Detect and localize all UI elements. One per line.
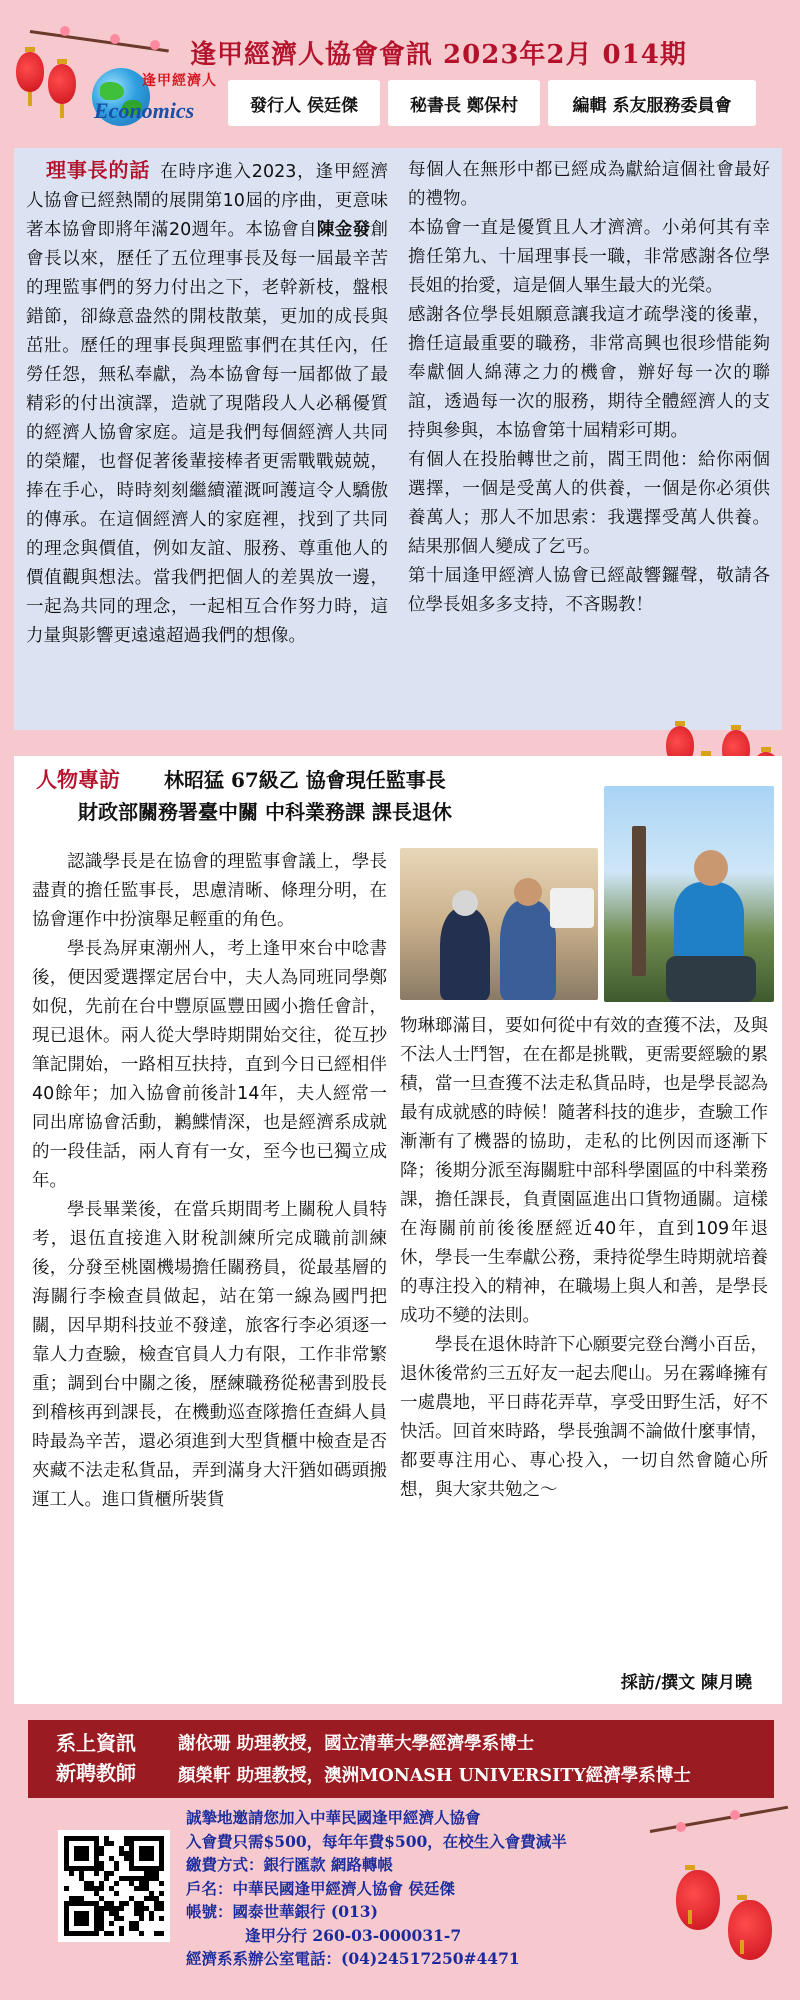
- footer-line-payment: 繳費方式：銀行匯款 網路轉帳: [186, 1855, 393, 1874]
- blossom-decoration: [730, 1810, 740, 1820]
- interview-paragraph: 認識學長是在協會的理監事會議上，學長盡責的擔任監事長，思慮清晰、條理分明，在協會運作中扮演舉足輕重的角色。: [32, 852, 387, 930]
- editor-box: 編輯 系友服務委員會: [548, 80, 756, 126]
- interview-paragraph: 學長為屏東潮州人，考上逢甲來台中唸書後，便因愛選擇定居台中，夫人為同班同學鄭如倪，先前在台中豐原區豐田國小擔任會計，現已退休。兩人從大學時期開始交往，從互抄筆記開始，一路相互扶持，直到今日已經相伴40餘年；加入協會前後計14年，夫人經常一同出席協會活動，鶼鰈情深，也是經濟系成就的一段佳話，兩人育有一女，至今也已獨立成年。: [32, 939, 387, 1191]
- lantern-icon: [16, 52, 44, 92]
- publisher-box: 發行人 侯廷傑: [228, 80, 380, 126]
- interview-name-line: 林昭猛 67級乙 協會現任監事長: [164, 768, 446, 792]
- interview-byline: 採訪/撰文 陳月曉: [620, 1673, 752, 1693]
- faculty-row: 謝依珊 助理教授，國立清華大學經濟學系博士: [178, 1734, 535, 1754]
- interview-paragraph: 學長畢業後，在當兵期間考上關稅人員特考，退伍直接進入財稅訓練所完成職前訓練後，分發至桃園機場擔任關務員，從最基層的海關行李檢查員做起，站在第一線為國門把關，因早期科技並不發達，旅客行李必須逐一靠人力查驗，檢查官員人力有限，工作非常繁重；調到台中關之後，歷練職務從秘書到股長到稽核再到課長，在機動巡查隊擔任查緝人員時最為辛苦，還必須進到大型貨櫃中檢查是否夾藏不法走私貨品，弄到滿身大汗猶如碼頭搬運工人。進口貨櫃所裝貨: [32, 1200, 387, 1510]
- blossom-decoration: [676, 1822, 686, 1832]
- footer-line-phone: 經濟系系辦公室電話：(04)24517250#4471: [186, 1949, 520, 1968]
- president-message-body: [26, 162, 388, 646]
- economics-logo: [92, 64, 222, 130]
- footer-line-account-name: 戶名：中華民國逢甲經濟人協會 侯廷傑: [186, 1878, 455, 1898]
- interview-label: 人物專訪: [36, 767, 120, 792]
- message-paragraph: 第十屆逢甲經濟人協會已經敲響鑼聲，敬請各位學長姐多多支持，不吝賜教！: [408, 566, 770, 615]
- message-paragraph: 每個人在無形中都已經成為獻給這個社會最好的禮物。: [408, 160, 770, 209]
- lantern-icon: [676, 1870, 720, 1930]
- footer-line-branch: 逢甲分行 260-03-000031-7: [245, 1925, 462, 1945]
- president-message-right-column: [408, 156, 770, 620]
- message-paragraph: 有個人在投胎轉世之前，閻王問他：給你兩個選擇，一個是受萬人的供養，一個是你必須供養萬人；那人不加思索：我選擇受萬人供養。結果那個人變成了乞丐。: [408, 450, 770, 557]
- interview-paragraph: 物琳瑯滿目，要如何從中有效的查獲不法，及與不法人士鬥智，在在都是挑戰，更需要經驗的累積，當一旦查獲不法走私貨品時，也是學長認為最有成就感的時候！隨著科技的進步，查驗工作漸漸有了機器的協助，走私的比例因而逐漸下降；後期分派至海關駐中部科學園區的中科業務課，擔任課長，負責園區進出口貨物通關。這樣在海關前前後後歷經近40年，直到109年退休，學長一生奉獻公務，秉持從學生時期就培養的專注投入的精神，在職場上與人和善，是學長成功不變的法則。: [400, 1016, 768, 1326]
- president-message-left-column: [26, 156, 388, 651]
- president-message-heading: 理事長的話: [46, 158, 151, 182]
- message-text: 創會長以來，歷任了五位理事長及每一屆最辛苦的理監事們的努力付出之下，老幹新枝，盤根錯節，卻綠意盎然的開枝散葉，更加的成長與茁壯。歷任的理事長與理監事們在其任內，任勞任怨，無私奉獻，為本協會每一屆都做了最精彩的付出演譯，造就了現階段人人必稱優質的經濟人協會家庭。這是我們每個經濟人共同的榮耀，也督促著後輩接棒者更需戰戰兢兢，捧在手心，時時刻刻繼續灌溉呵護這令人驕傲的傳承。在這個經濟人的家庭裡，找到了共同的理念與價值，例如友誼、服務、尊重他人的價值觀與想法。當我們把個人的差異放一邊，一起為共同的理念，一起相互合作努力時，這力量與影響更遠遠超過我們的想像。: [26, 220, 388, 646]
- message-paragraph: 本協會一直是優質且人才濟濟。小弟何其有幸擔任第九、十屆理事長一職，非常感謝各位學長姐的抬愛，這是個人畢生最大的光榮。: [408, 218, 770, 296]
- interview-right-column: [400, 1012, 768, 1505]
- message-paragraph: 感謝各位學長姐願意讓我這才疏學淺的後輩，擔任這最重要的職務，非常高興也很珍惜能夠奉獻個人綿薄之力的機會，辦好每一次的聯誼，透過每一次的服務，期待全體經濟人的支持與參與，本協會第十屆精彩可期。: [408, 305, 770, 441]
- president-message-panel: [14, 148, 782, 730]
- interview-paragraph: 學長在退休時許下心願要完登台灣小百岳，退休後常約三五好友一起去爬山。另在霧峰擁有一處農地，平日蒔花弄草，享受田野生活，好不快活。回首來時路，學長強調不論做什麼事情，都要專注用心、專心投入，一切自然會隨心所想，與大家共勉之～: [400, 1335, 768, 1500]
- lantern-icon: [728, 1900, 772, 1960]
- summit-photo: [604, 786, 774, 1002]
- faculty-label: [46, 1728, 146, 1788]
- faculty-banner: [28, 1720, 774, 1798]
- footer-line-bank: 帳號：國泰世華銀行 (013): [186, 1902, 378, 1921]
- faculty-label-line2: 新聘教師: [56, 1761, 136, 1785]
- couple-photo: [400, 848, 598, 1000]
- message-text: 在時序進入2023，逢甲經濟人協會已經熱鬧的展開第10屆的序曲，更意味著本協會即將年滿20週年。本協會自: [26, 162, 388, 240]
- blossom-decoration: [110, 34, 120, 44]
- secretary-box: 秘書長 鄭保村: [388, 80, 540, 126]
- logo-text-cn: 逢甲經濟人: [142, 73, 217, 89]
- blossom-decoration: [150, 40, 160, 50]
- faculty-label-line1: 系上資訊: [56, 1731, 136, 1755]
- branch-decoration: [30, 30, 169, 52]
- qr-code[interactable]: [58, 1830, 170, 1942]
- footer-line-fee: 入會費只需$500，每年年費$500，在校生入會費減半: [186, 1831, 567, 1851]
- blossom-decoration: [60, 26, 70, 36]
- faculty-row: 顏榮軒 助理教授，澳洲MONASH UNIVERSITY經濟學系博士: [178, 1766, 691, 1786]
- interview-subtitle: 財政部關務署臺中關 中科業務課 課長退休: [78, 800, 452, 824]
- interview-panel: [14, 756, 782, 1704]
- footer-line-invite: 誠摯地邀請您加入中華民國逢甲經濟人協會: [186, 1808, 481, 1827]
- membership-info: [186, 1806, 646, 1971]
- newsletter-title: 逢甲經濟人協會會訊 2023年2月 014期: [190, 40, 687, 70]
- logo-text-en: Economics: [94, 98, 195, 123]
- highlight-name: 陳金發: [316, 220, 371, 240]
- branch-decoration: [650, 1806, 788, 1833]
- lantern-icon: [48, 64, 76, 104]
- interview-left-column: [32, 848, 387, 1515]
